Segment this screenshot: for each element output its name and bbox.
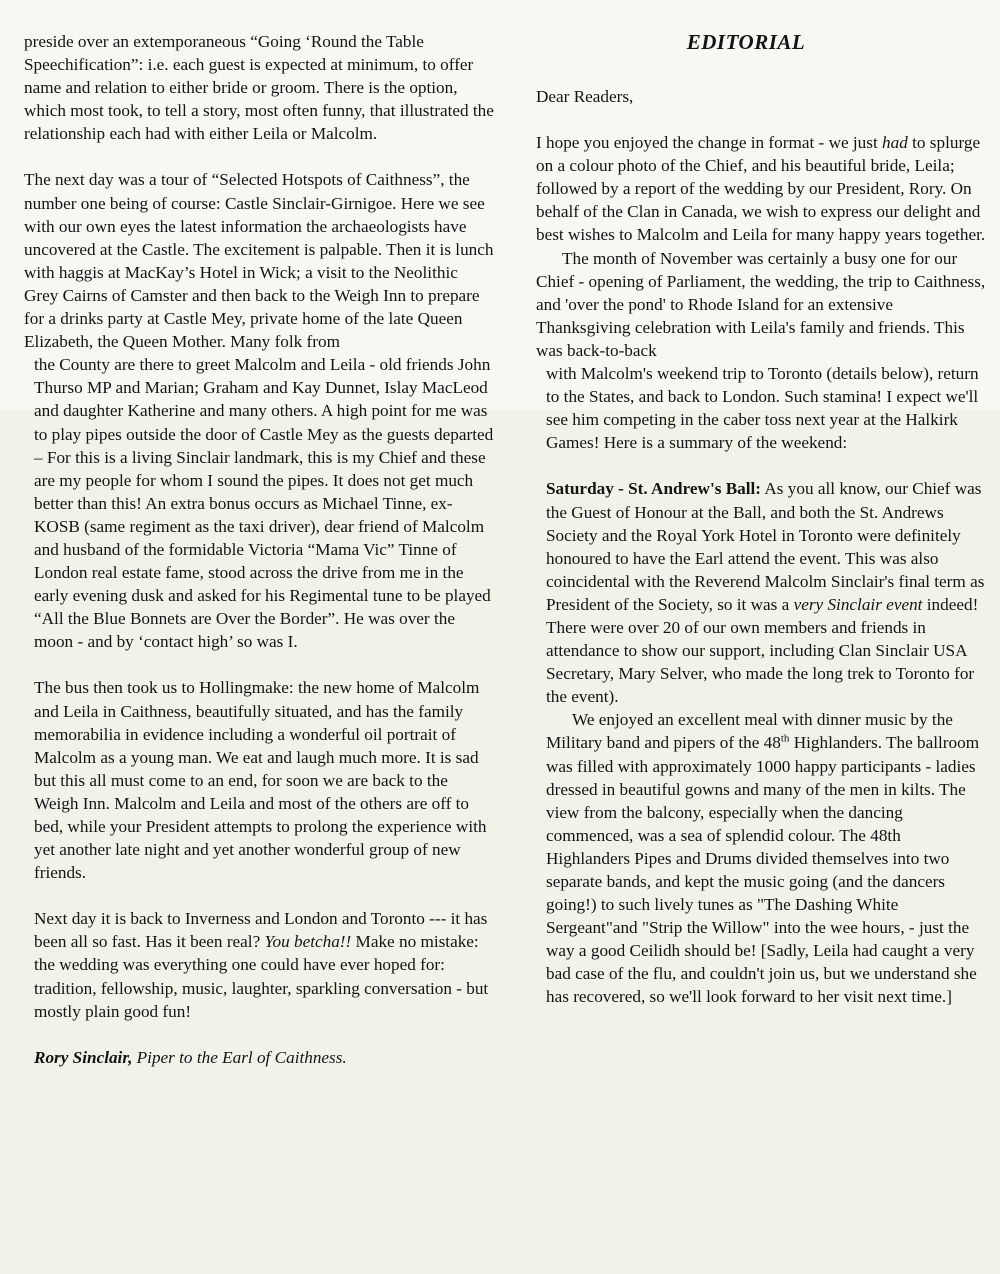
editorial-paragraph-3	[536, 477, 988, 708]
editorial-paragraph-1	[536, 131, 988, 246]
p4-text-end: Make no mistake: the wedding was everything one could have ever hoped for: tradition, fellowship, music, laughter, sparkling conversation - but mostly plain good fun!	[34, 932, 489, 1021]
wedding-report-paragraph-3: The bus then took us to Hollingmake: the new home of Malcolm and Leila in Caithness, beautifully situated, and has the family memorabilia in evidence including a wonderful oil portrait of Malcolm as a young man. We eat and laugh much more. It is sad but this all must come to an end, for soon we are back to the Weigh Inn. Malcolm and Leila and most of the others are off to bed, while your President attempts to prolong the experience with yet another late night and yet another wonderful group of new friends.	[34, 678, 487, 883]
ed-p4-sup: th	[780, 732, 790, 745]
left-column	[24, 30, 494, 1069]
ed-p3-italic: very Sinclair event	[793, 594, 923, 614]
editorial-column	[536, 85, 988, 1009]
ed-p4-start: We enjoyed an excellent meal with dinner music by the Military band and pipers of the 48	[546, 710, 953, 753]
p4-text-italic: You betcha!!	[264, 932, 352, 952]
wedding-report-paragraph-1: preside over an extemporaneous “Going ‘Round the Table Speechification”: i.e. each guest is expected at minimum, to offer name and relation to either bride or groom. There is the option, which most took, to tell a story, most often funny, that illustrated the relationship each had with either Leila or Malcolm.	[24, 32, 494, 144]
ed-p3-heading: Saturday - St. Andrew's Ball:	[546, 479, 762, 499]
ed-p1-italic: had	[882, 133, 908, 153]
wedding-report-paragraph-2-bottom: the County are there to greet Malcolm and Leila - old friends John Thurso MP and Marian; Graham and Kay Dunnet, Islay MacLeod and daughter Katherine and many others. A high point for me was to play pipes outside the door of Castle Mey as the guests departed – For this is a living Sinclair landmark, this is my Chief and these are my people for whom I sound the pipes. It does not get much better than this! An extra bonus occurs as Michael Tinne, ex-KOSB (same regiment as the taxi driver), dear friend of Malcolm and husband of the formidable Victoria “Mama Vic” Tinne of London real estate fame, stood across the drive from me in the early evening dusk and asked for his Regimental tune to be played “All the Blue Bonnets are Over the Border”. He was over the moon - and by ‘contact high’ so was I.	[34, 355, 494, 652]
ed-p3-start: As you all know, our Chief was the Guest of Honour at the Ball, and both the St. Andrews Society and the Royal York Hotel in Toronto were definitely honoured to have the Earl attend the event. This was also coincidental with the Reverend Malcolm Sinclair's final term as President of the Society, so it was a	[546, 479, 985, 614]
editorial-paragraph-4	[536, 708, 988, 1008]
editorial-salutation: Dear Readers,	[536, 87, 634, 106]
ed-p4-end: Highlanders. The ballroom was filled with approximately 1000 happy participants - ladies dressed in beautiful gowns and many of the men in kilts. The view from the balcony, especially when the dancing commenced, was a sea of splendid colour. The 48th Highlanders Pipes and Drums divided themselves into two separate bands, and kept the music going (and the dancers going!) to such lively tunes as "The Dashing White Sergeant"and "Strip the Willow" into the wee hours, - just the way a good Ceilidh should be! [Sadly, Leila had caught a very bad case of the flu, and couldn't join us, but we understand she has recovered, so we'll look forward to her visit next time.]	[546, 733, 980, 1007]
ed-p1-start: I hope you enjoyed the change in format - we just	[536, 133, 883, 153]
wedding-report-paragraph-4	[24, 907, 494, 1022]
editorial-paragraph-2-bottom: with Malcolm's weekend trip to Toronto (details below), return to the States, and back to London. Such stamina! I expect we'll see him competing in the caber toss next year at the Halkirk Games! Here is a summary of the weekend:	[546, 364, 979, 453]
editorial-paragraph-2-top: The month of November was certainly a busy one for our Chief - opening of Parliament, the wedding, the trip to Caithness, and 'over the pond' to Rhode Island for an extensive Thanksgiving celebration with Leila's family and friends. This was back-to-back	[536, 248, 986, 360]
p4-text-start: Next day it is back to Inverness and London and Toronto --- it has been all so fast. Has it been real?	[34, 909, 488, 952]
signature-name: Rory Sinclair,	[34, 1047, 133, 1067]
editorial-title: EDITORIAL	[686, 30, 806, 54]
ed-p3-end: indeed! There were over 20 of our own members and friends in attendance to show our support, including Clan Sinclair USA Secretary, Mary Selver, who made the long trek to Toronto for the event).	[546, 594, 979, 707]
signature-title: Piper to the Earl of Caithness.	[132, 1047, 347, 1067]
ed-p1-end: to splurge on a colour photo of the Chief, and his beautiful bride, Leila; followed by a report of the wedding by our President, Rory. On behalf of the Clan in Canada, we wish to express our delight and best wishes to Malcolm and Leila for many happy years together.	[536, 133, 986, 245]
signature-line	[24, 1046, 494, 1069]
wedding-report-paragraph-2-top: The next day was a tour of “Selected Hotspots of Caithness”, the number one being of course: Castle Sinclair-Girnigoe. Here we see with our own eyes the latest information the archaeologists have uncovered at the Castle. The excitement is palpable. Then it is lunch with haggis at MacKay’s Hotel in Wick; a visit to the Neolithic Grey Cairns of Camster and then back to the Weigh Inn to prepare for a drinks party at Castle Mey, private home of the late Queen Elizabeth, the Queen Mother. Many folk from	[24, 170, 494, 352]
